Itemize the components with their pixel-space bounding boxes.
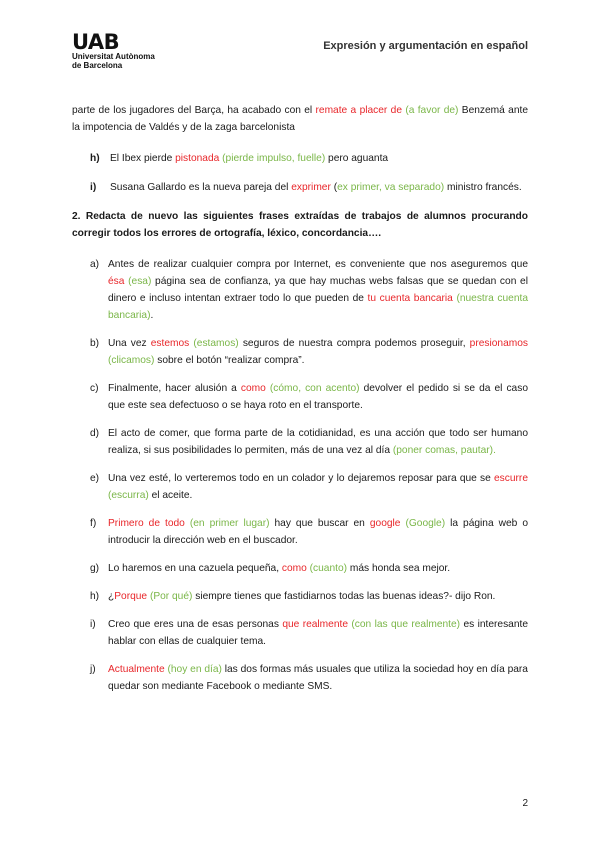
error-text: google (369, 518, 401, 529)
exercise-text (108, 425, 528, 459)
correction-text: (esa) (128, 276, 152, 287)
exercise-a (72, 256, 528, 324)
text: Susana Gallardo es la nueva pareja del (110, 182, 292, 193)
text: devolver el pedido si se da el caso que este sea defectuoso o se haya roto en el transporte. (108, 383, 528, 411)
text: ¿ (108, 591, 115, 602)
correction-text: (Google) (405, 518, 446, 529)
error-text: tu cuenta bancaria (367, 293, 453, 304)
text: Lo haremos en una cazuela pequeña, (108, 563, 282, 574)
correction-text: (pierde impulso, fuelle) (222, 153, 326, 164)
text: sobre el botón “realizar compra”. (154, 355, 305, 366)
exercise-c (72, 380, 528, 414)
exercise-text (108, 380, 528, 414)
text: El acto de comer, que forma parte de la cotidianidad, es una acción que todo ser humano realiza, si sus posibilidades lo permiten, más de una vez al día (108, 428, 528, 456)
correction-text: (con las que realmente) (351, 619, 461, 630)
error-text: Actualmente (108, 664, 165, 675)
exercise-text (108, 515, 528, 549)
text: es interesante hablar con ellas de cualquier tema. (108, 619, 528, 647)
correction-text: ex primer, va separado) (337, 182, 445, 193)
text: ( (330, 182, 338, 193)
exercise-text (108, 256, 528, 324)
text: Finalmente, hacer alusión a (108, 383, 241, 394)
error-text: estemos (150, 338, 190, 349)
correction-text: (escurra) (108, 490, 149, 501)
exercise-label: i) (90, 619, 96, 630)
item-label: i) (90, 182, 97, 193)
exercise-text (108, 588, 528, 605)
text: página sea de confianza, ya que hay muchas webs falsas que se quedan con el dinero e incluso intentan extraer todo lo que pueden de (108, 276, 528, 304)
exercise-label: g) (90, 563, 100, 574)
item-i (72, 179, 528, 196)
error-text: exprimer (291, 182, 331, 193)
exercise-d (72, 425, 528, 459)
text: la página web o introducir la dirección web en el buscador. (108, 518, 528, 546)
logo-line-2: de Barcelona (72, 61, 123, 70)
exercise-list (72, 256, 528, 695)
text: . (150, 310, 154, 321)
text: ministro francés. (444, 182, 522, 193)
text: las dos formas más usuales que utiliza la sociedad hoy en día para quedar son mediante Facebook o mediante SMS. (108, 664, 528, 692)
uab-logo (72, 32, 155, 70)
exercise-text (108, 616, 528, 650)
error-text: que realmente (282, 619, 348, 630)
error-text: remate a placer de (315, 105, 402, 116)
correction-text: (clicamos) (108, 355, 155, 366)
correction-text: (Por qué) (149, 591, 193, 602)
correction-text: (hoy en día) (167, 664, 222, 675)
exercise-text (108, 661, 528, 695)
item-label: h) (90, 153, 100, 164)
correction-text: (cómo, con acento) (269, 383, 360, 394)
error-text: como (240, 383, 266, 394)
text: más honda sea mejor. (347, 563, 451, 574)
text: hay que buscar en (269, 518, 370, 529)
correction-text: (nuestra cuenta bancaria) (108, 293, 528, 321)
exercise-text (108, 335, 528, 369)
text: El Ibex pierde (110, 153, 176, 164)
exercise-b (72, 335, 528, 369)
correction-text: (estamos) (193, 338, 239, 349)
header-title: Expresión y argumentación en español (323, 40, 528, 52)
exercise-label: d) (90, 428, 100, 439)
exercise-i (72, 616, 528, 650)
logo-line-1: Universitat Autònoma (72, 52, 155, 61)
exercise-label: e) (90, 473, 100, 484)
text: Una vez (108, 338, 151, 349)
error-text: pistonada (175, 153, 220, 164)
exercise-h (72, 588, 528, 605)
item-h (72, 150, 528, 167)
error-text: Porque (114, 591, 148, 602)
text: Benzemá ante la impotencia de Valdés y de la zaga barcelonista (72, 105, 528, 133)
error-text: como (281, 563, 307, 574)
item-text (110, 179, 528, 196)
previous-items-list (72, 150, 528, 196)
correction-text: (a favor de) (405, 105, 459, 116)
correction-text: (cuanto) (309, 563, 348, 574)
text: Una vez esté, lo verteremos todo en un colador y lo dejaremos reposar para que se (108, 473, 495, 484)
text: Antes de realizar cualquier compra por Internet, es conveniente que nos aseguremos que (108, 259, 528, 270)
page-number: 2 (522, 798, 528, 809)
exercise-label: b) (90, 338, 100, 349)
page-content (72, 102, 528, 706)
text: parte de los jugadores del Barça, ha acabado con el (72, 105, 316, 116)
text: siempre tienes que fastidiarnos todas las buenas ideas?- dijo Ron. (192, 591, 496, 602)
exercise-label: j) (90, 664, 96, 675)
exercise-j (72, 661, 528, 695)
error-text: escurre (494, 473, 528, 484)
exercise-g (72, 560, 528, 577)
exercise-text (108, 560, 528, 577)
text: pero aguanta (325, 153, 389, 164)
exercise-f (72, 515, 528, 549)
text: el aceite. (148, 490, 193, 501)
exercise-label: c) (90, 383, 99, 394)
exercise-label: f) (90, 518, 97, 529)
item-text (110, 150, 528, 167)
exercise-text (108, 470, 528, 504)
exercise-label: h) (90, 591, 100, 602)
correction-text: (en primer lugar) (189, 518, 270, 529)
error-text: Primero de todo (108, 518, 185, 529)
logo-mark: UAB (72, 30, 120, 54)
correction-text: (poner comas, pautar). (392, 445, 496, 456)
exercise-e (72, 470, 528, 504)
error-text: ésa (108, 276, 125, 287)
question-2: 2. Redacta de nuevo las siguientes frases extraídas de trabajos de alumnos procurando corregir todos los errores de ortografía, léxico, concordancia…. (72, 211, 528, 239)
text: seguros de nuestra compra podemos proseguir, (238, 338, 470, 349)
exercise-label: a) (90, 259, 100, 270)
intro-paragraph (72, 102, 528, 136)
error-text: presionamos (469, 338, 528, 349)
text: Creo que eres una de esas personas (108, 619, 283, 630)
